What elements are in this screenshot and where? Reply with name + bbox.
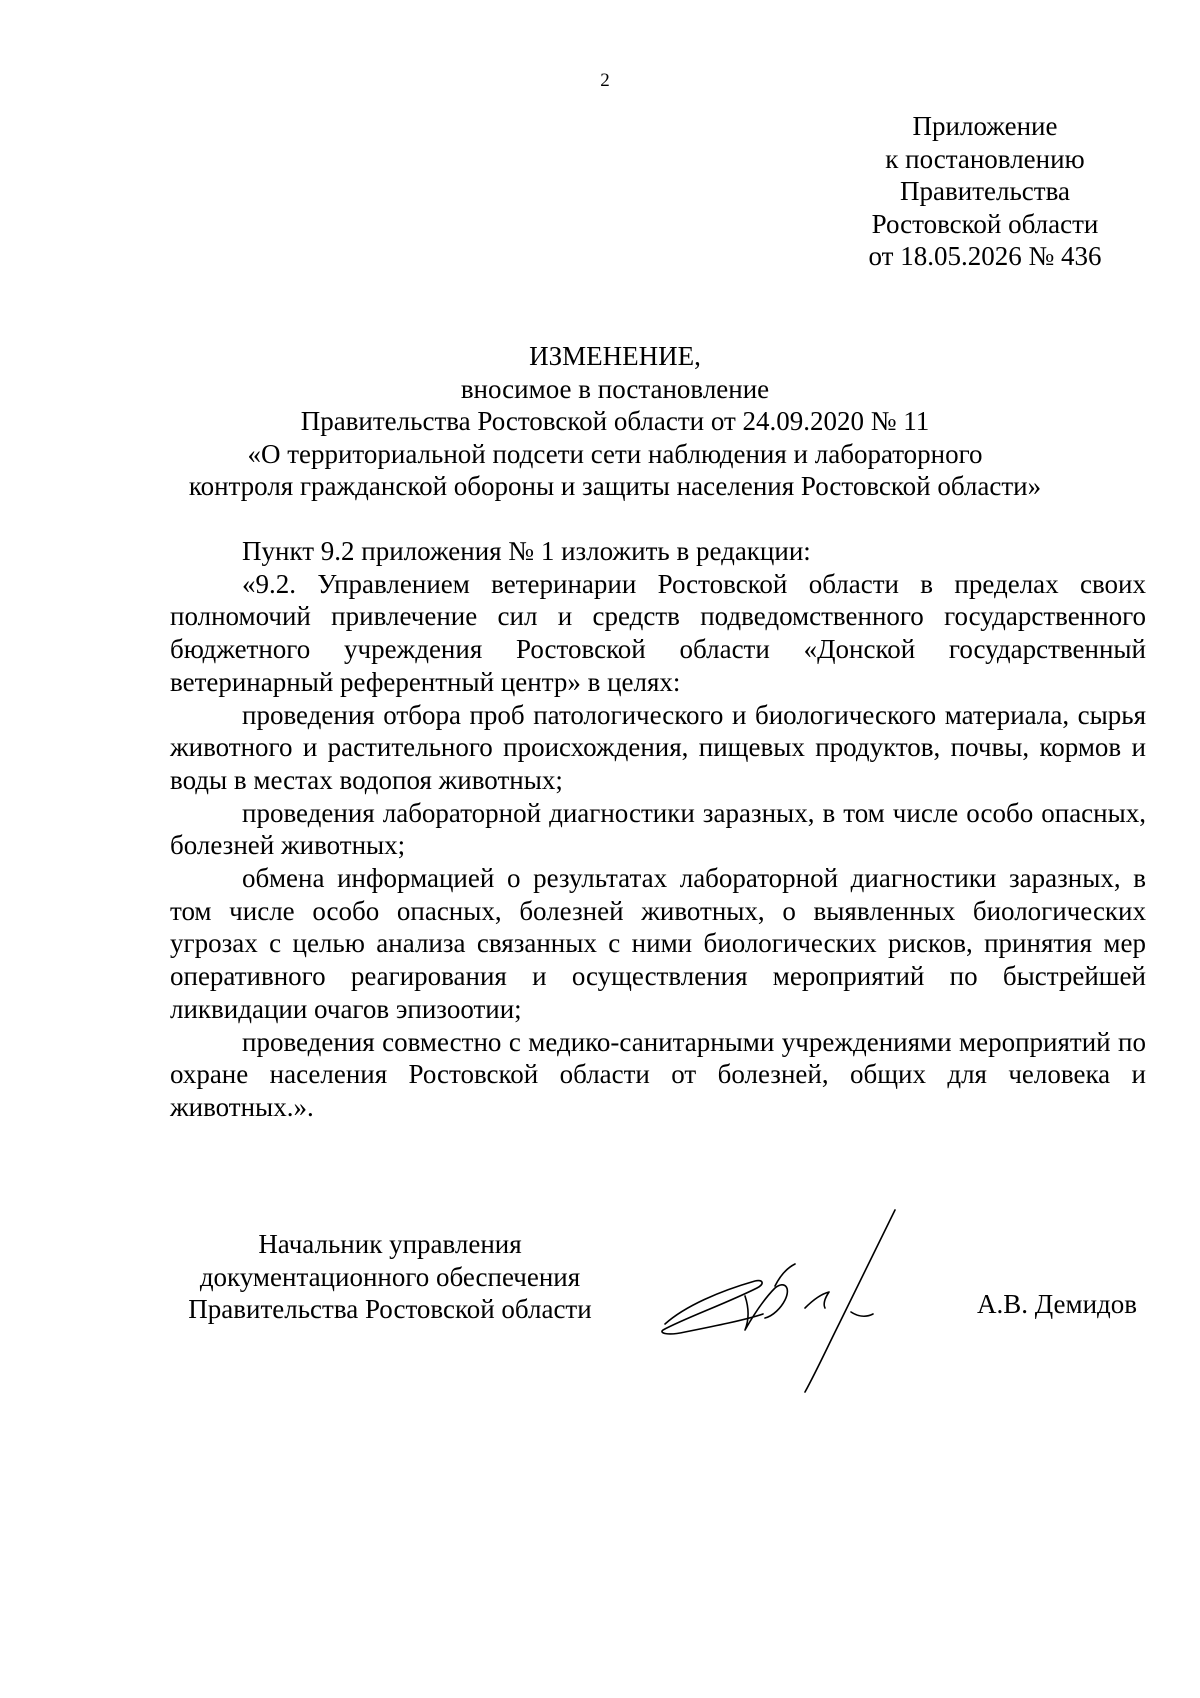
title-line: контроля гражданской обороны и защиты населения Ростовской области» bbox=[188, 471, 1042, 501]
appendix-line: Правительства bbox=[900, 176, 1070, 206]
document-body bbox=[170, 535, 1146, 1124]
signatory-position-line: документационного обеспечения bbox=[199, 1261, 581, 1292]
body-paragraph: проведения отбора проб патологического и биологического материала, сырья животного и растительного происхождения, пищевых продуктов, почвы, кормов и воды в местах водопоя животных; bbox=[170, 699, 1146, 795]
signatory-name: А.В. Демидов bbox=[977, 1289, 1138, 1319]
body-paragraph: Пункт 9.2 приложения № 1 изложить в редакции: bbox=[242, 536, 811, 566]
title-heading: ИЗМЕНЕНИЕ, bbox=[529, 341, 701, 371]
signatory-position bbox=[170, 1228, 610, 1326]
body-paragraph: проведения лабораторной диагностики заразных, в том числе особо опасных, болезней животных; bbox=[170, 797, 1146, 861]
appendix-line: Ростовской области bbox=[871, 208, 1099, 239]
appendix-line: Приложение bbox=[912, 111, 1058, 141]
title-line: Правительства Ростовской области от 24.09.2020 № 11 bbox=[300, 406, 930, 436]
title-line: вносимое в постановление bbox=[460, 373, 770, 404]
page-number: 2 bbox=[600, 70, 610, 91]
appendix-line: к постановлению bbox=[885, 143, 1085, 174]
signatory-position-line: Начальник управления bbox=[258, 1229, 522, 1259]
appendix-block bbox=[820, 110, 1150, 273]
title-line: «О территориальной подсети сети наблюдения и лабораторного bbox=[247, 438, 983, 469]
signatory-position-line: Правительства Ростовской области bbox=[188, 1294, 592, 1324]
document-title bbox=[150, 340, 1080, 503]
appendix-line: от 18.05.2026 № 436 bbox=[868, 241, 1102, 271]
body-paragraph: обмена информацией о результатах лабораторной диагностики заразных, в том числе особо опасных, болезней животных, о выявленных биологических угрозах с целью анализа связанных с ними биологических рисков, принятия мер оперативного реагирования и осуществления мероприятий по быстрейшей ликвидации очагов эпизоотии; bbox=[170, 863, 1146, 1024]
handwritten-signature bbox=[645, 1196, 945, 1396]
body-paragraph: проведения совместно с медико-санитарными учреждениями мероприятий по охране населения Ростовской области от болезней, общих для человека и животных.». bbox=[170, 1026, 1146, 1122]
body-paragraph: «9.2. Управлением ветеринарии Ростовской области в пределах своих полномочий привлечение сил и средств подведомственного государственного бюджетного учреждения Ростовской области «Донской государственный ветеринарный референтный центр» в целях: bbox=[170, 568, 1146, 697]
